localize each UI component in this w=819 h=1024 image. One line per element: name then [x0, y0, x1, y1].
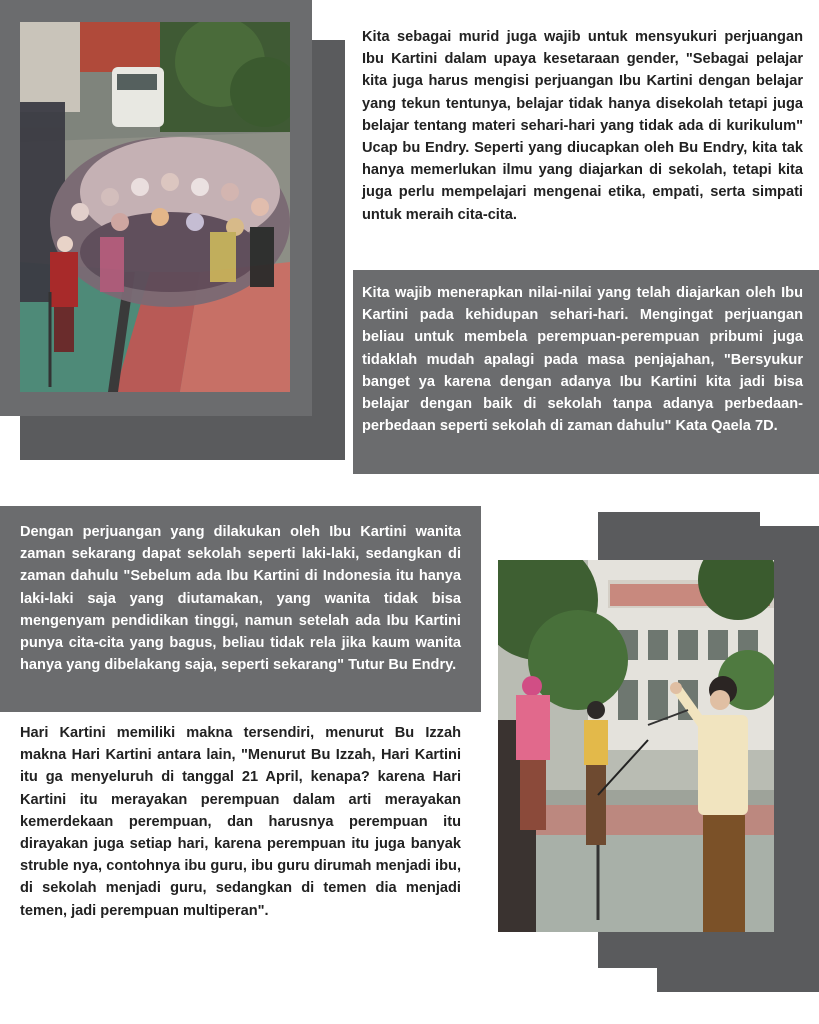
- top-photo: [20, 22, 290, 392]
- bottom-photo: [498, 560, 774, 932]
- ceremony-image: [498, 560, 774, 932]
- article-paragraph-2: Kita wajib menerapkan nilai-nilai yang telah diajarkan oleh Ibu Kartini pada kehidupan sehari-hari. Mengingat perjuangan beliau untuk membela perempuan-perempuan pribumi juga tidaklah mudah apalagi pada masa penjajahan, "Bersyukur banget ya karena dengan adanya Ibu Kartini kita jadi bisa belajar dengan baik di sekolah tanpa adanya perbedaan-perbedaan seperti sekolah di zaman dahulu" Kata Qaela 7D.: [362, 285, 803, 435]
- article-paragraph-1: Kita sebagai murid juga wajib untuk mensyukuri perjuangan Ibu Kartini dalam upaya kesetaraan gender, "Sebagai pelajar kita juga harus mengisi perjuangan Ibu Kartini dengan belajar yang tekun tentunya, belajar tidak hanya disekolah tetapi juga belajar tentang materi sehari-hari yang tidak ada di kurikulum" Ucap bu Endry. Seperti yang diucapkan oleh Bu Endry, kita tak hanya memerlukan ilmu yang diajarkan di sekolah, tetapi kita juga perlu mempelajari mengenai etika, empati, serta simpati untuk meraih cita-cita.: [362, 29, 803, 223]
- article-paragraph-3: Dengan perjuangan yang dilakukan oleh Ibu Kartini wanita zaman sekarang dapat sekolah seperti laki-laki, sedangkan di zaman dahulu "Sebelum ada Ibu Kartini di Indonesia itu hanya laki-laki saja yang diutamakan, yang wanita tidak bisa mengenyam pendidikan tinggi, namun setelah ada Ibu Kartini punya cita-cita yang bagus, beliau tidak rela jika kaum wanita hanya yang dibelakang saja, seperti sekarang" Tutur Bu Endry.: [20, 524, 461, 674]
- article-paragraph-4: Hari Kartini memiliki makna tersendiri, menurut Bu Izzah makna Hari Kartini antara lain, "Menurut Bu Izzah, Hari Kartini itu ga menyeluruh di tanggal 21 April, kenapa? karena Hari Kartini itu merayakan perempuan dalam arti merayakan kemerdekaan perempuan, dan harusnya perempuan itu dirayakan juga setiap hari, karena perempuan itu juga banyak struble nya, contohnya ibu guru, ibu guru dirumah menjadi ibu, di sekolah menjadi guru, sedangkan di temen dia menjadi temen, jadi perempuan multiperan".: [20, 725, 461, 919]
- marching-students-image: [20, 22, 290, 392]
